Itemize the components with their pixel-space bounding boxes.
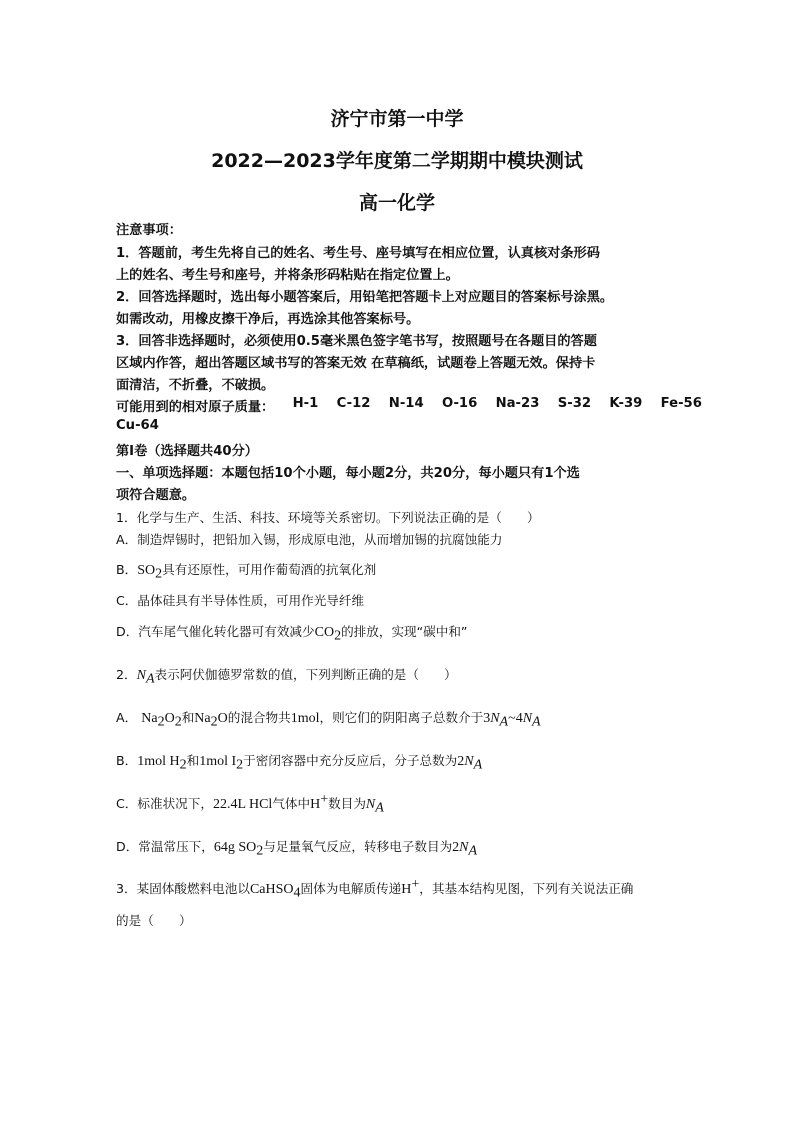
atomic-mass-k: K-39 [609, 396, 643, 411]
atomic-mass-cu: Cu-64 [116, 418, 159, 433]
q2-option-a: A． $Na_2O_2$和$Na_2O$的混合物共1mol，则它们的阴阳离子总数介于$3N_A\sim 4N_A$ [116, 710, 541, 730]
atomic-mass-s: S-32 [557, 396, 592, 411]
q1-option-d: D．汽车尾气催化转化器可有效减少$CO_2$的排放，实现“碳中和” [116, 624, 468, 644]
note-3-line-2: 区域内作答，超出答题区域书写的答案无效 在草稿纸，试题卷上答题无效。保持卡 [116, 356, 596, 371]
subject-title: 高一化学 [358, 192, 435, 214]
atomic-mass-fe: Fe-56 [660, 396, 702, 411]
atomic-masses-label: 可能用到的相对原子质量： [116, 400, 275, 415]
atomic-mass-c: C-12 [336, 396, 371, 411]
q2-stem: 2．$N_A$表示阿伏伽德罗常数的值，下列判断正确的是（ ） [116, 667, 457, 687]
note-2-line-1: 2．回答选择题时，选出每小题答案后，用铅笔把答题卡上对应题目的答案标号涂黑。 [116, 290, 614, 305]
atomic-mass-na: Na-23 [495, 396, 540, 411]
note-1-line-1: 1．答题前，考生先将自己的姓名、考生号、座号填写在相应位置，认真核对条形码 [116, 246, 600, 261]
atomic-mass-o: O-16 [442, 396, 478, 411]
q2-option-d: D．常温常压下，64g $SO_2$与足量氧气反应，转移电子数目为$2N_A$ [116, 839, 478, 859]
atomic-mass-h: H-1 [292, 396, 319, 411]
q3-stem-line-1: 3．某固体酸燃料电池以CaHSO$_4$固体为电解质传递H+，其基本结构见图，下列有关说法正确 [116, 876, 634, 901]
note-3-line-1: 3．回答非选择题时，必须使用0.5毫米黑色签字笔书写，按照题号在各题目的答题 [116, 334, 597, 349]
q2-option-c: C．标准状况下，22.4L HCl气体中H+数目为$N_A$ [116, 791, 384, 816]
q3-stem-line-2: 的是（ ） [116, 913, 192, 928]
atomic-mass-n: N-14 [388, 396, 424, 411]
q1-stem: 1．化学与生产、生活、科技、环境等关系密切。下列说法正确的是（ ） [116, 510, 540, 525]
atomic-masses-line [116, 396, 704, 415]
q1-option-a: A．制造焊锡时，把铅加入锡，形成原电池，从而增加锡的抗腐蚀能力 [116, 532, 503, 547]
note-3-line-3: 面清洁，不折叠，不破损。 [116, 378, 275, 393]
q1-option-b: B．$SO_2$具有还原性，可用作葡萄酒的抗氧化剂 [116, 562, 377, 582]
notes-heading: 注意事项： [116, 223, 182, 238]
section-heading-line-1: 一、单项选择题：本题包括10个小题，每小题2分，共20分，每小题只有1个选 [116, 466, 580, 481]
school-title: 济宁市第一中学 [330, 108, 464, 130]
q1-option-c: C．晶体硅具有半导体性质，可用作光导纤维 [116, 593, 365, 608]
note-1-line-2: 上的姓名、考生号和座号，并将条形码粘贴在指定位置上。 [116, 268, 459, 283]
exam-title: 2022—2023学年度第二学期期中模块测试 [211, 150, 583, 172]
part-heading: 第Ⅰ卷（选择题共40分） [116, 444, 258, 459]
section-heading-line-2: 项符合题意。 [116, 488, 196, 503]
note-2-line-2: 如需改动，用橡皮擦干净后，再选涂其他答案标号。 [116, 312, 420, 327]
q2-option-b: B．1mol $H_2$和1mol $I_2$于密闭容器中充分反应后，分子总数为$2N_A$ [116, 753, 483, 773]
